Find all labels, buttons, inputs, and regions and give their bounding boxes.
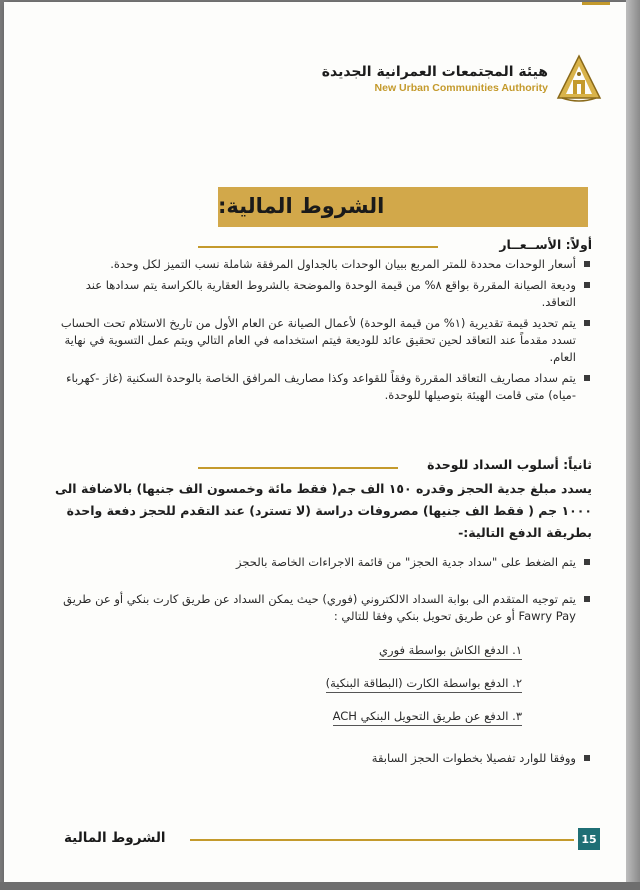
section-heading-line [198,246,438,248]
org-name-arabic: هيئة المجتمعات العمرانية الجديدة [321,64,548,80]
prices-list-wrap [52,256,592,408]
payment-method-item: ١. الدفع الكاش بواسطة فوري [379,642,522,660]
title-underline [218,225,588,227]
section-heading-payment: ثانياً: أسلوب السداد للوحدة [427,457,592,472]
footer-line [190,839,574,841]
nuca-logo-emblem-icon [556,54,602,104]
page-title: الشروط المالية: [218,194,385,218]
page-bottom-shadow [0,882,640,890]
payment-bullet-list [52,554,592,625]
org-header [322,54,602,104]
list-item: يتم سداد مصاريف التعاقد المقررة وفقاً للقواعد وكذا مصاريف المرافق الخاصة بالوحدة السكنية (غاز -كهرباء -مياه) متى قامت الهيئة بتوصيلها للوحدة. [52,370,592,404]
page-number-badge: 15 [578,828,600,850]
document-page [4,2,626,882]
payment-paragraph: يسدد مبلغ جدية الحجز وقدره ١٥٠ الف جم( فقط مائة وخمسون الف جنيها) بالاضافة الى ١٠٠٠ جم ( فقط الف جنيها) مصروفات دراسة (لا تسترد) عند التقدم للحجز دفعة واحدة بطريقة الدفع التالية:- [54,481,592,540]
footer-title: الشروط المالية [64,830,166,846]
prices-bullet-list [52,256,592,404]
list-item: يتم تحديد قيمة تقديرية (١% من قيمة الوحدة) لأعمال الصيانة عن العام الأول من تاريخ الاستلام تحت الحساب تسدد مقدماً عند التعاقد لحين تحقيق عائد للوديعة فيتم استخدامه في العام التالي ويتم عمل التسوية في نهاية العام. [52,315,592,366]
payment-steps-wrap [52,554,592,771]
section-payment [52,454,592,473]
list-item: يتم الضغط على "سداد جدية الحجز" من قائمة الاجراءات الخاصة بالحجز [52,554,592,571]
section-heading-line [198,467,398,469]
payment-method-item: ٢. الدفع بواسطة الكارت (البطاقة البنكية) [326,675,522,693]
list-item: يتم توجيه المتقدم الى بوابة السداد الالكتروني (فوري) حيث يمكن السداد عن طريق كارت بنكي أو عن طريق Fawry Pay أو عن طريق تحويل بنكي وفقا للتالي : [52,591,592,625]
section-heading-prices: أولاً: الأســعــار [499,237,592,252]
section-prices [52,234,592,253]
list-item: ووفقا للوارد تفصيلا بخطوات الحجز السابقة [52,750,592,767]
org-name-english: New Urban Communities Authority [374,82,548,94]
payment-method-item: ٣. الدفع عن طريق التحويل البنكي ACH [333,708,522,726]
list-item: أسعار الوحدات محددة للمتر المربع ببيان الوحدات بالجداول المرفقة شاملة نسب التميز لكل وحدة. [52,256,592,273]
top-accent-bar [582,2,610,5]
page-edge-shadow [626,0,640,890]
list-item: وديعة الصيانة المقررة بواقع ٨% من قيمة الوحدة والموضحة بالشروط العقارية بالكراسة يتم سدادها عند التعاقد. [52,277,592,311]
payment-final-list [52,750,592,767]
page-title-banner [218,187,588,225]
payment-paragraph-wrap [52,478,592,544]
